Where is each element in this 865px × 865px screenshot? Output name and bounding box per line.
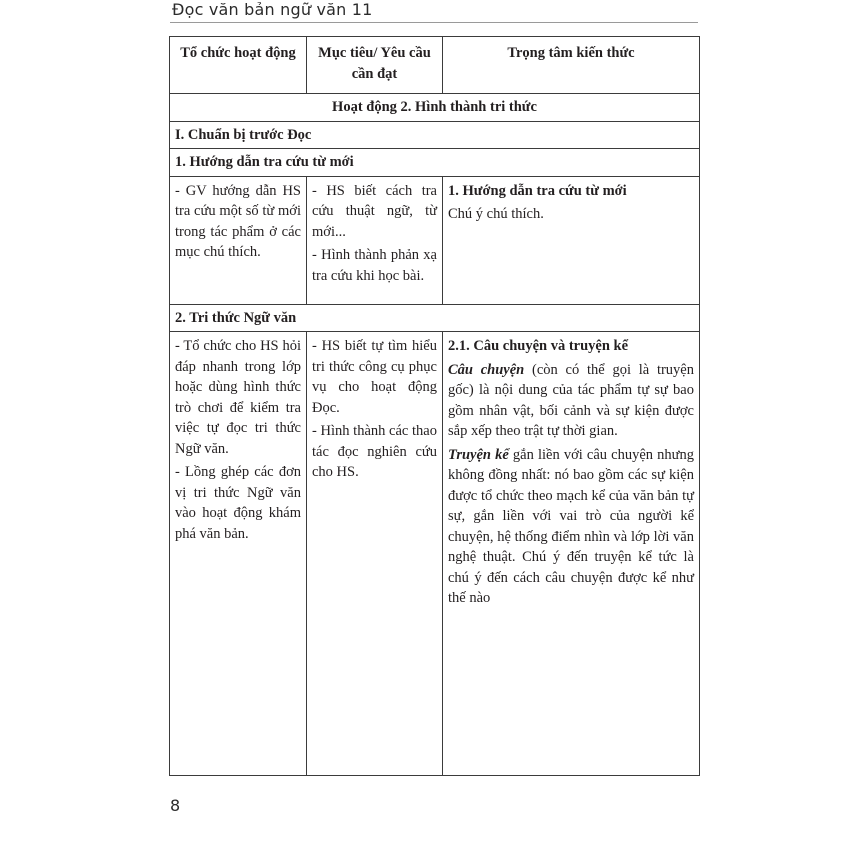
- objective-text-a: - HS biết tự tìm hiểu tri thức công cụ phục vụ cho hoạt động Đọc.: [312, 338, 437, 416]
- activity-text-b: - Lồng ghép các đơn vị tri thức Ngữ văn vào hoạt động khám phá văn bản.: [175, 464, 301, 542]
- objective-cell-1: [307, 176, 443, 304]
- objective-text-b: - Hình thành các thao tác đọc nghiên cứu cho HS.: [312, 423, 437, 480]
- activity-row: [170, 94, 700, 122]
- col-header-activity: Tổ chức hoạt động: [170, 37, 307, 94]
- subsection-title-1: 1. Hướng dẫn tra cứu từ mới: [170, 149, 700, 177]
- activity-text: - GV hướng dẫn HS tra cứu một số từ mới trong tác phẩm ở các mục chú thích.: [175, 182, 301, 260]
- activity-title: Hoạt động 2. Hình thành tri thức: [170, 94, 700, 122]
- story-definition: (còn có thể gọi là truyện gốc) là nội dung của tác phẩm tự sự bao gồm nhân vật, bối cảnh và sự kiện được sắp xếp theo trật tự thời gian.: [448, 361, 694, 439]
- activity-cell-2: [170, 332, 307, 776]
- objective-text-b: - Hình thành phản xạ tra cứu khi học bài.: [312, 247, 437, 284]
- knowledge-cell-1: [443, 176, 700, 304]
- col-header-knowledge: Trọng tâm kiến thức: [443, 37, 700, 94]
- page-number: 8: [170, 796, 181, 815]
- knowledge-heading-2: 2.1. Câu chuyện và truyện kể: [448, 338, 629, 354]
- objective-cell-2: [307, 332, 443, 776]
- narrative-definition: gắn liền với câu chuyện nhưng không đồng nhất: nó bao gồm các sự kiện được tổ chức theo mạch kể của văn bản tự sự, gắn liền với vai trò của người kể chuyện, hệ thống điểm nhìn và lớp lời văn nghệ thuật. Chú ý đến truyện kể tức là chú ý đến cách câu chuyện được kể như thế nào: [448, 446, 694, 606]
- knowledge-text-1: Chú ý chú thích.: [448, 206, 544, 222]
- subsection-row-2: [170, 304, 700, 332]
- subsection-title-2: 2. Tri thức Ngữ văn: [170, 304, 700, 332]
- lesson-plan-table: [169, 36, 700, 776]
- table-header-row: [170, 37, 700, 94]
- content-row-1: [170, 176, 700, 304]
- knowledge-cell-2: [443, 332, 700, 776]
- narrative-paragraph: [448, 445, 694, 609]
- header-rule: [170, 22, 698, 23]
- story-paragraph: [448, 360, 694, 442]
- story-term: Câu chuyện: [448, 361, 525, 378]
- section-row: [170, 121, 700, 149]
- page-header-title: Đọc văn bản ngữ văn 11: [172, 0, 373, 19]
- narrative-term: Truyện kể: [448, 446, 509, 463]
- knowledge-heading-1: 1. Hướng dẫn tra cứu từ mới: [448, 182, 627, 199]
- content-row-2: [170, 332, 700, 776]
- subsection-row-1: [170, 149, 700, 177]
- section-title: I. Chuẩn bị trước Đọc: [170, 121, 700, 149]
- objective-text-a: - HS biết cách tra cứu thuật ngữ, từ mới...: [312, 182, 437, 240]
- activity-cell-1: [170, 176, 307, 304]
- col-header-objectives: Mục tiêu/ Yêu cầu cần đạt: [307, 37, 443, 94]
- activity-text-a: - Tổ chức cho HS hỏi đáp nhanh trong lớp hoặc dùng hình thức trò chơi để kiểm tra việc tự đọc tri thức Ngữ văn.: [175, 338, 301, 457]
